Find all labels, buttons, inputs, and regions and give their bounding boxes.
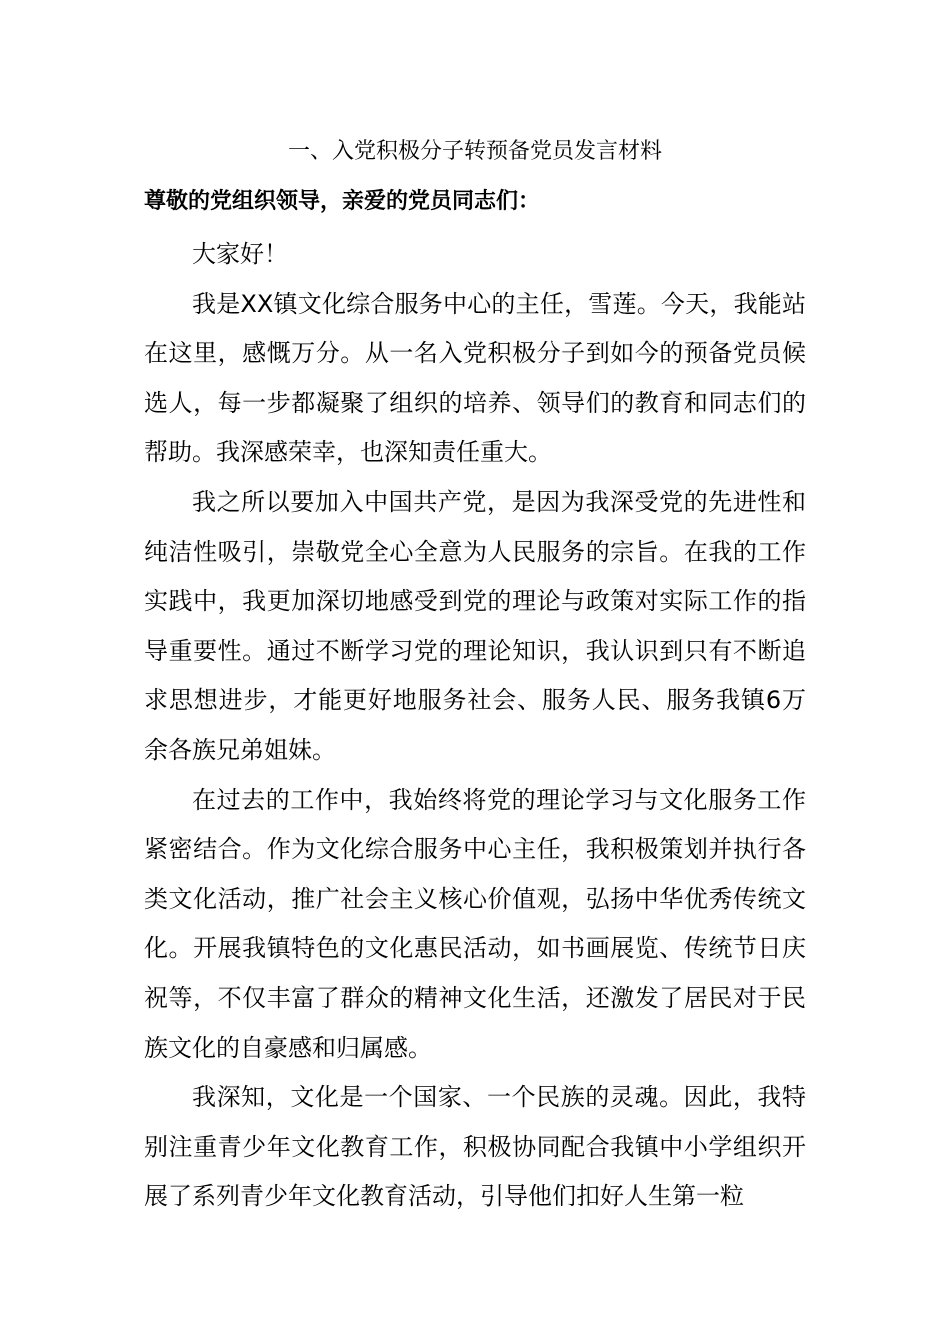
paragraph-motivation: 我之所以要加入中国共产党，是因为我深受党的先进性和纯洁性吸引，崇敬党全心全意为人民服务的宗旨。在我的工作实践中，我更加深切地感受到党的理论与政策对实际工作的指导重要性。通过不断学习党的理论知识，我认识到只有不断追求思想进步，才能更好地服务社会、服务人民、服务我镇6万余各族兄弟姐妹。 — [144, 487, 806, 764]
document-body — [144, 230, 806, 1222]
paragraph-introduction: 我是XX镇文化综合服务中心的主任，雪莲。今天，我能站在这里，感慨万分。从一名入党积极分子到如今的预备党员候选人，每一步都凝聚了组织的培养、领导们的教育和同志们的帮助。我深感荣幸，也深知责任重大。 — [144, 289, 806, 467]
paragraph-work-experience: 在过去的工作中，我始终将党的理论学习与文化服务工作紧密结合。作为文化综合服务中心主任，我积极策划并执行各类文化活动，推广社会主义核心价值观，弘扬中华优秀传统文化。开展我镇特色的文化惠民活动，如书画展览、传统节日庆祝等，不仅丰富了群众的精神文化生活，还激发了居民对于民族文化的自豪感和归属感。 — [144, 785, 806, 1062]
salutation: 尊敬的党组织领导，亲爱的党员同志们： — [144, 189, 541, 214]
paragraph-greeting: 大家好！ — [192, 240, 288, 268]
document-title: 一、入党积极分子转预备党员发言材料 — [287, 139, 662, 164]
paragraph-youth-education: 我深知，文化是一个国家、一个民族的灵魂。因此，我特别注重青少年文化教育工作，积极协同配合我镇中小学组织开展了系列青少年文化教育活动，引导他们扣好人生第一粒 — [144, 1083, 806, 1211]
